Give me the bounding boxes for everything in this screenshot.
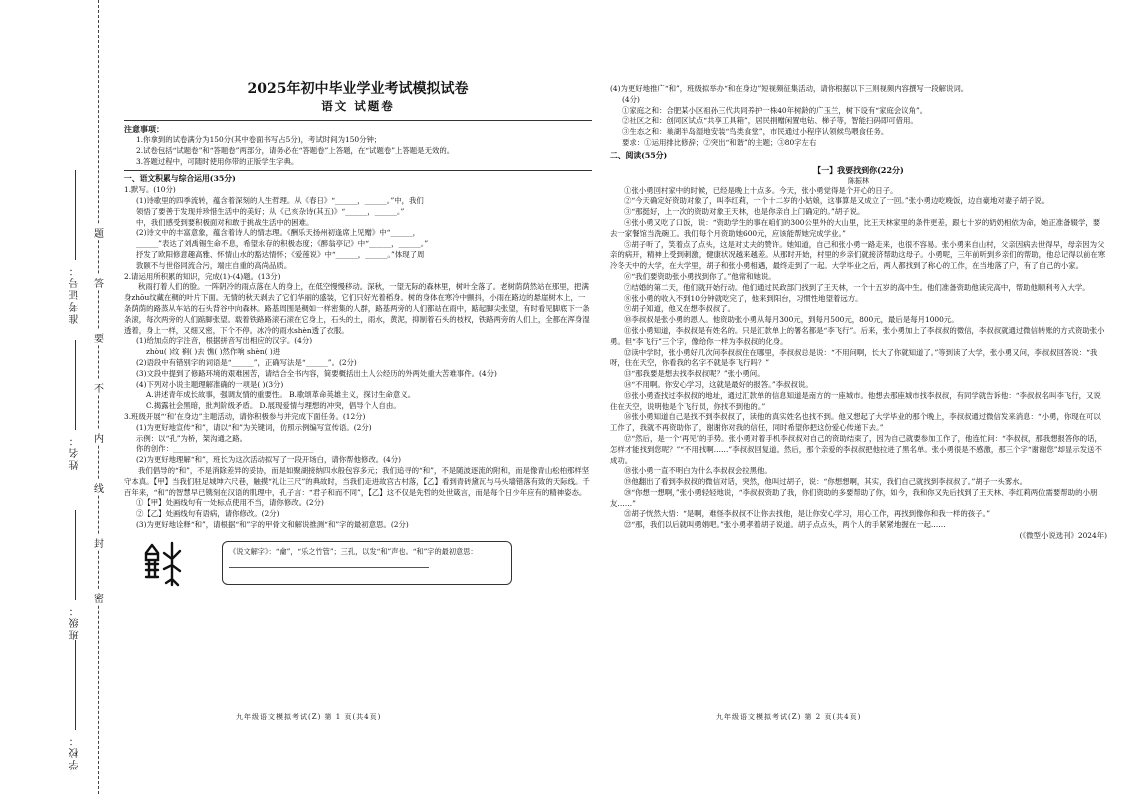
seal-char: 不 xyxy=(92,380,106,395)
choice-row: C.揭露社会黑暗，批判阶级矛盾。 D.展现爱情与理想的冲突，倡导个人自由。 xyxy=(146,401,401,411)
notice-box xyxy=(124,120,592,171)
exam-number-field[interactable]: 准考证号： xyxy=(68,170,83,324)
story-title: 【一】我要找到你(22分) xyxy=(813,164,904,175)
section-two-heading: 二、阅读(55分) xyxy=(610,150,668,160)
class-field[interactable]: 班级： xyxy=(68,510,83,640)
question-1-line: 敦颐不与世俗同流合污，端庄自重的高尚品质。 xyxy=(136,260,292,270)
section-one-heading: 一、语文积累与综合运用(35分) xyxy=(124,174,236,184)
seal-char: 内 xyxy=(92,430,106,445)
exam-subtitle: 语文 试题卷 xyxy=(321,99,395,113)
story-paragraph: ⑥“我们要资助张小勇找到你了。”他常和她说。 xyxy=(624,271,776,281)
video-item: ③生态之和：巢湖半岛湿地安装“鸟类食堂”，市民通过小程序认领候鸟喂食任务。 xyxy=(622,127,889,137)
notice-item: 3.答题过程中，可随时使用你带的正版学生字典。 xyxy=(136,156,299,166)
story-paragraph: ⑲他翻出了看到李叔叔的微信对话，突然，他叫过胡子，说：“你想想啊，其实，我们自己就找到李叔叔了。”胡子一头雾水。 xyxy=(624,477,1027,487)
requirement: 要求：①运用排比修辞；②突出“和谐”的主题；③80字左右 xyxy=(622,137,817,147)
story-paragraph: ③“那挺好，上一次的资助对象王天林，也是你亲自上门确定的。”胡子说。 xyxy=(624,207,865,217)
seal-char: 密 xyxy=(92,590,106,605)
story-paragraph: ㉑胡子恍然大悟：“是啊，难怪李叔叔不让你去找他，是让你安心学习，用心工作，再找到像你和我一样的孩子。” xyxy=(624,509,991,519)
story-paragraph: ⑩李叔叔是张小勇的恩人。他资助张小勇从每月300元，到每月500元，800元，最后是每月1000元。 xyxy=(624,315,959,325)
shuowen-box xyxy=(222,541,512,585)
story-paragraph: ⑬“那我要是想去找李叔叔呢？”张小勇问。 xyxy=(624,369,765,379)
question-3-sub: (3)为更好地诠释“和”，请根据“和”字的甲骨文和解说推测“和”字的最初意思。(2分) xyxy=(136,519,409,529)
question-1-line: (2)诗文中的丰富意象，蕴含着诗人的情志理。《酬乐天扬州初逢席上见赠》中“______， xyxy=(136,228,421,238)
opening-speech-passage: 我们倡导的“和”，不是消除差异的妥协，而是如聚湖接纳四水般包容多元；我们追寻的“和”，不是随波逐流的附和，而是像青山松柏那样坚守本真。【甲】当我们驻足城坤六尺巷，触摸“礼让三尺”的典故时，当我们走进故宫古村落，【乙】看到青砖黛瓦与马头墙错落有致的天际线。千百年来，“和”的智慧早已镌刻在汉语的肌理中，孔子言：“君子和而不同”，【乙】这不仅是先哲的处世箴言，而是每个日少年应有的精神姿态。 xyxy=(124,465,590,497)
story-paragraph: ②“今天确定好资助对象了，叫李红莉，一个十二岁的小姑娘，这事算是又成立了一回。”张小勇边吃晚饭，边自豪地对妻子胡子说。 xyxy=(624,196,1050,206)
story-paragraph: ⑪张小勇知道，李叔叔是有姓名的。只是汇款单上的署名都是“李飞行”。后来，张小勇加上了李叔叔的微信，李叔叔就通过微信转账的方式资助张小勇。但“李飞行”三个字，像给你一样为李叔叔的化身。 xyxy=(610,325,1105,346)
question-1-line: ______”表达了刘禹锡生命不息，希望永存的积极态度；《醉翁亭记》中“______，______。” xyxy=(136,239,429,249)
question-3-sub: ①【甲】处画线句有一处标点使用不当，请你修改。(2分) xyxy=(136,498,324,508)
notice-item: 2.试卷包括“试题卷”和“答题卷”两部分，请务必在“答题卷”上答题，在“试题卷”上答题是无效的。 xyxy=(136,145,455,155)
story-paragraph: ①张小勇回村家中的时候，已经是晚上十点多。今天，张小勇觉得是个开心的日子。 xyxy=(624,185,898,195)
question-4-block xyxy=(610,84,1107,542)
story-paragraph: ⑤胡子听了，笑着点了点头，这是对丈夫的赞许。她知道，自己和张小勇一路走来，也很不容易。张小勇来自山村，父亲因病去世得早，母亲因为父亲的病开，精神上受到刺激，健康状况越来越差。从那时开始，村里的乡亲们就接济帮助这母子。小勇呢，三年前听到乡亲们的帮助，他总记得以前在寒冷冬天中的大学，在大学里，胡子和张小勇相遇，最终走到了一起。大学毕业之后，两人都找到了称心的工作，在当地落了户，有了自己的小家。 xyxy=(610,239,1106,271)
question-3-heading: 3.班级开展“‘和’在身边”主题活动，请你积极参与并完成下面任务。(12分) xyxy=(124,411,366,421)
story-source: (《微型小说选刊》2024年) xyxy=(1019,531,1107,541)
question-1-line: (1)诗歌里的四季流转，蕴含着深刻的人生哲理。从《春日》“______，______。”中，我们 xyxy=(136,195,424,205)
pinyin-row: zhòu( )纹 裥( )去 憔( )然作响 shèn( )进 xyxy=(146,347,281,357)
seal-char: 答 xyxy=(92,275,106,290)
story-author: 陈振林 xyxy=(848,176,869,185)
story-paragraph: ④张小勇又吃了口饭，说：“资助学生的事在咱们的300公里外的大山里，比王天林家里的条件更差，跟七十岁的奶奶相依为命，她正准备辍学，要去一家餐馆当洗碗工。我们每个月资助她600元，应该能帮她完成学业。” xyxy=(610,217,1101,238)
story-paragraph: ⑦结婚的第二天，他们就开始行动。他们通过民政部门找到了王天林，一个十五岁的高中生。他们准备资助他读完高中，帮助他顺利考入大学。 xyxy=(624,282,1090,292)
video-item: ②社区之和：创同区试点“共享工具箱”，居民捐赠闲置电钻、梯子等，智能扫码即可借用。 xyxy=(622,116,918,126)
story-paragraph: ㉒“那，我们以后就叫勇娟吧。”张小勇孝着胡子说道。胡子点点头，两个人的手紧紧地握在一起…… xyxy=(624,520,946,530)
slogan-answer-line[interactable]: 你的创作：______________________________________ xyxy=(136,444,314,454)
question-4-heading: (4)为更好地推广“和”，班级拟举办“和在身边”短视频征集活动，请你根据以下三则视频内容撰写一段解说词。 xyxy=(610,84,969,93)
oracle-bone-he-icon xyxy=(142,539,186,589)
page-one-footer: 九年级语文模拟考试(Z) 第 1 页(共4页) xyxy=(236,713,382,721)
question-2-sub: (2)语段中有错别字的词语是“______”，正确写法是“______”。(2分) xyxy=(136,357,357,367)
seal-char: 要 xyxy=(92,330,106,345)
question-2-sub: (3)文段中提到了修路环境的艰难困苦，请结合全书内容，简要概括出土人公经历的外两处重大苦难事件。(4分) xyxy=(136,368,497,378)
answer-line[interactable] xyxy=(229,567,429,568)
story-paragraph: ⑫读中学时，张小勇好几次问李叔叔住在哪里，李叔叔总是说：“不用问啊，长大了你就知道了。”等到读了大学，张小勇又问，李叔叔回答说：“我呀，住在天空，你看我的名字不就是李飞行吗？” xyxy=(610,347,1098,368)
notice-item: 1.你拿到的试卷满分为150分(其中卷面书写占5分)，考试时间为150分钟； xyxy=(136,135,382,144)
story-paragraph: ⑳“你想一想啊，”张小勇轻轻地说，“李叔叔资助了我，你们资助的多要帮助了你，如今，我和你又先后找到了王天林、李红莉两位需要帮助的小朋友……” xyxy=(610,487,1098,508)
page-two-footer: 九年级语文模拟考试(Z) 第 2 页(共4页) xyxy=(716,713,862,721)
question-3-sub: (1)为更好地宣传“和”，请以“和”为关键词，仿照示例编写宣传语。(2分) xyxy=(136,422,372,432)
question-4-score: (4分) xyxy=(622,94,640,104)
seal-char: 封 xyxy=(92,535,106,550)
question-1-heading: 1.默写。(10分) xyxy=(124,185,176,195)
binding-strip xyxy=(0,0,110,794)
shuowen-text: 《说文解字》：“龠”，“乐之竹管”；三孔，以发“和”声也。“和”字的最初意思： xyxy=(229,546,478,556)
question-2-heading: 2.请运用所积累的知识，完成(1)-(4)题。(13分) xyxy=(124,271,281,281)
question-2-passage: 秋雨打着人们的脸。一阵阴冷的雨点落在人的身上，在低空慢慢移动。深秋，一望无际的森林里，树叶全落了。老树荫荫然站在那里，把满身zhōu纹藏在稠的叶片下面。无情的秋天剥去了它们华丽的盛装，它们只好光着稻身。树的身体在寒冷中颤抖，小雨在路边的悬崖树木上，一条荫荫的路蒸从车站的石头背谷中向森林。路基周围是稠如一样密集的人群，路基两旁的人们都站在雨中，踮起脚尖张望，有时看见脚底下一条条滚，每次两旁的人们踮脚张望。载着铁路路滚石滚在它身上，石头的土，雨水，黄泥，抑制着石头的枝杈，铁路两旁的人们上，全都在浑身湿透着，身上一样，又细又密，下个不停。冰冷的雨水shèn透了衣服。 xyxy=(124,282,590,335)
question-3-sub: (2)为更好地理解“和”，班长为这次活动拟写了一段开场白，请你帮他修改。(4分) xyxy=(136,455,401,465)
seal-line xyxy=(98,0,99,794)
notice-heading: 注意事项： xyxy=(124,124,164,134)
seal-char: 线 xyxy=(92,480,106,495)
story-paragraph: ⑭“不用啊。你安心学习，这就是最好的报答。”李叔叔说。 xyxy=(624,379,813,389)
story-paragraph: ⑧张小勇的收入不到10分钟就吃完了，他来到阳台，习惯性地望着远方。 xyxy=(624,293,863,303)
story-body xyxy=(610,186,1107,542)
slogan-example: 示例：以“孔”为桥，架沟通之路。 xyxy=(136,433,248,443)
story-paragraph: ⑮张小勇查找过李叔叔的地址，通过汇款单的信息知道是南方的一座城市。他想去那座城市找李叔叔，有同学就告诉他：“李叔叔名叫李飞行，又说住在天空，说明他是个飞行员，你找不到他的。” xyxy=(610,390,1101,411)
page-one xyxy=(112,0,598,794)
choice-row: A.讲述青年成长故事，强调友情的重要性。 B.歌颂革命英雄主义，探讨生命意义。 xyxy=(146,390,416,400)
page-two xyxy=(598,0,1123,794)
story-paragraph: ⑱张小勇一直不明白为什么李叔叔会拉黑他。 xyxy=(624,466,772,476)
story-paragraph: ⑨胡子知道，他又在想李叔叔了。 xyxy=(624,304,735,314)
question-1-line: 中，我们感受到要积极面对和敢于挑战生活中的困难。 xyxy=(136,217,314,227)
question-1-line: 领悟了要善于发现并珍惜生活中的美好；从《己亥杂诗(其五)》“______，______。” xyxy=(136,206,405,216)
story-paragraph: ⑯张小勇知道自己是找不到李叔叔了，读他的真实姓名也找不到。他又想起了大学毕业的那个晚上，李叔叔通过微信发来消息：“小勇，你现在可以工作了，我就不再资助你了，谢谢你对我的信任，同时希望你把这份爱心传递下去。” xyxy=(610,412,1101,433)
question-2-sub: (1)给加点的字注音，根据拼音写出相应的汉字。(4分) xyxy=(136,336,313,346)
exam-title: 2025年初中毕业学业考试模拟试卷 xyxy=(247,81,469,97)
name-field[interactable]: 姓名： xyxy=(68,340,83,470)
question-3-sub: ②【乙】处画线句有语病，请你修改。(2分) xyxy=(136,509,280,519)
oracle-char-row xyxy=(124,537,592,597)
question-2-sub: (4)下列对小说主题理解准确的一项是( )(3分) xyxy=(136,379,284,389)
seal-char: 题 xyxy=(92,225,106,240)
question-1-line: 抒发了欧阳修意趣高雅、怀情山水的豁达情怀；《爱莲说》中“______，______。”体现了周 xyxy=(136,249,425,259)
story-paragraph: ⑰“然后，是一个‘再见’的手势。张小勇对着手机李叔叔对自己的资助结束了，因为自己就要参加工作了，他连忙问：“李叔叔，那我想报答你的话，怎样才能找到您呢？”“不用找啊……”李叔叔回复道。然后，那个亲爱的李叔叔把他拉进了黑名单。张小勇很是不感激，那三个字“谢谢您”却显示发送不成功。 xyxy=(610,433,1102,465)
video-item: ①家庭之和：合肥某小区祖孙三代共同养护一株40年树龄的广玉兰，树下设有“家庭会议角”。 xyxy=(622,105,928,115)
school-field[interactable]: 学校： xyxy=(68,640,83,770)
